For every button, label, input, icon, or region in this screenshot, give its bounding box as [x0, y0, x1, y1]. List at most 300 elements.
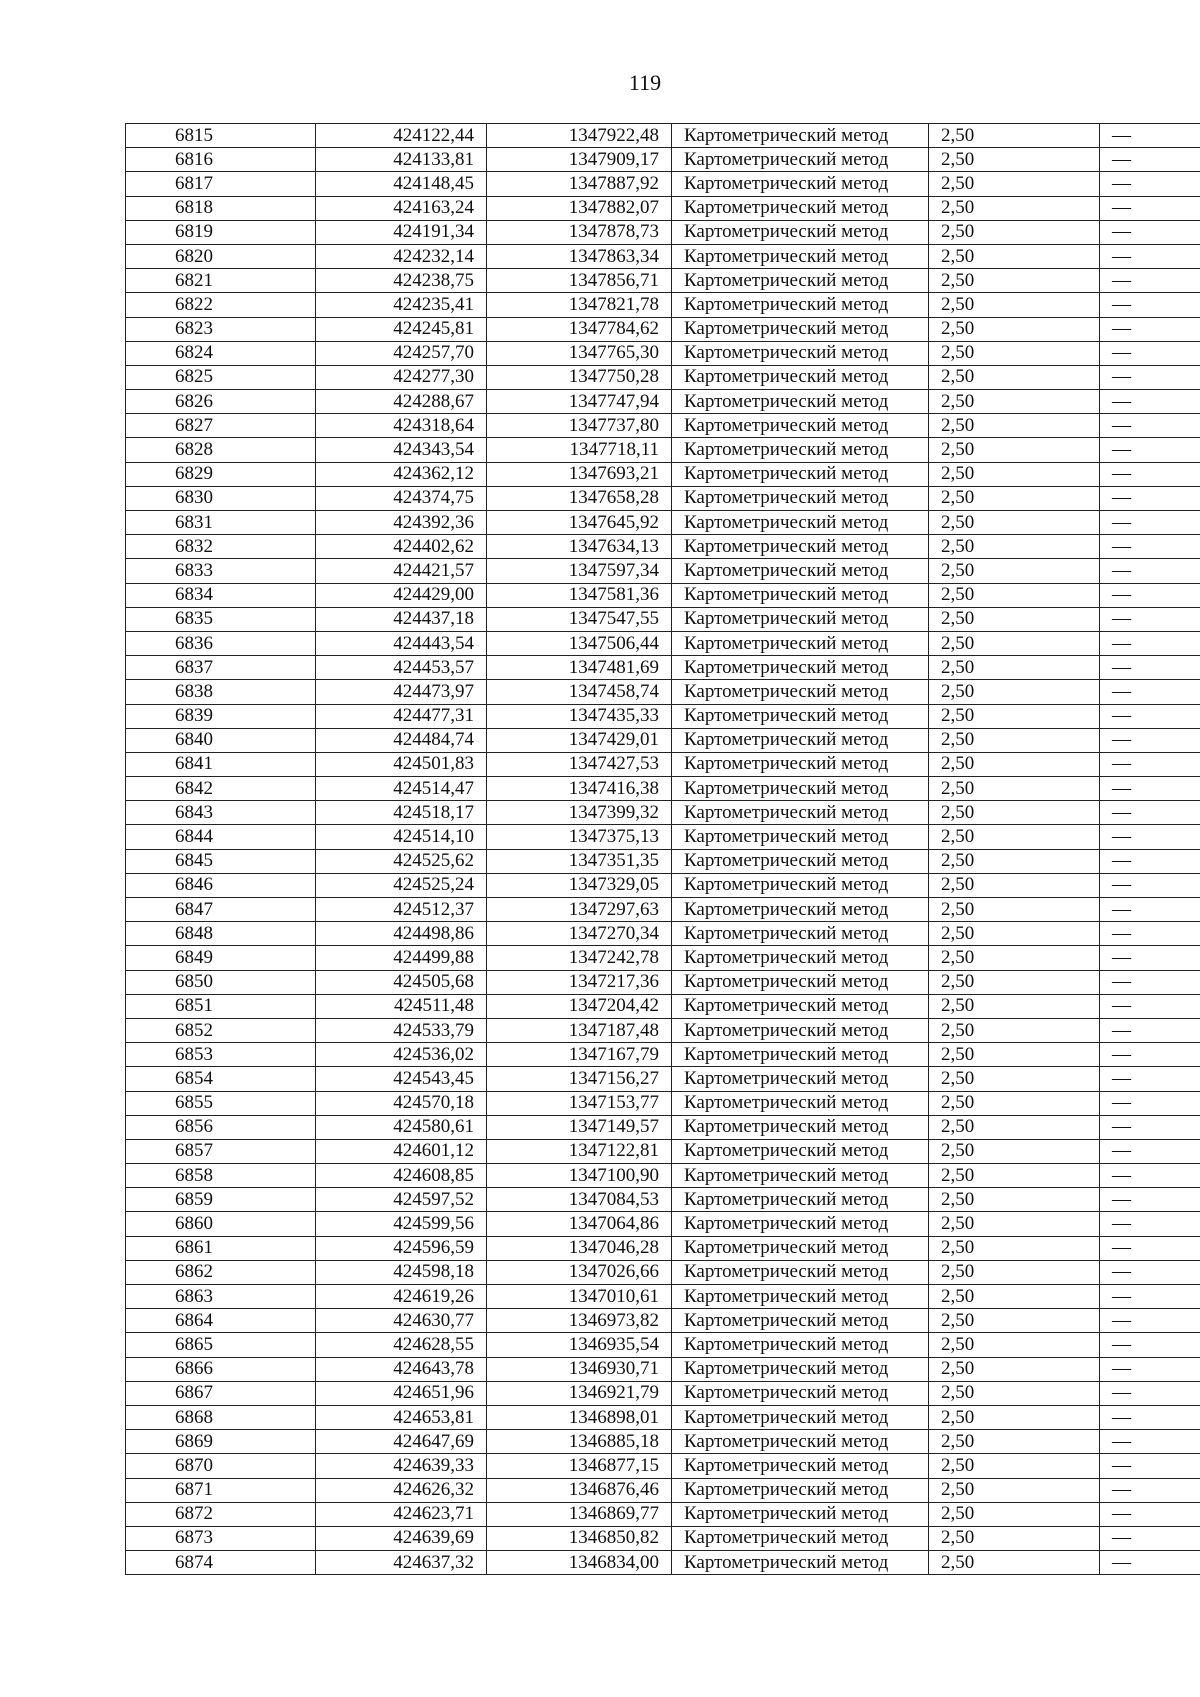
method-cell: Картометрический метод: [672, 777, 929, 801]
table-row: [126, 535, 1200, 559]
description-cell: —: [1100, 1405, 1200, 1429]
accuracy-cell: 2,50: [929, 196, 1100, 220]
table-row: [126, 124, 1200, 148]
x-coordinate-cell: 424235,41: [316, 293, 487, 317]
x-coordinate-cell: 424525,62: [316, 849, 487, 873]
description-cell: —: [1100, 1188, 1200, 1212]
method-cell: Картометрический метод: [672, 1357, 929, 1381]
accuracy-cell: 2,50: [929, 946, 1100, 970]
point-number-cell: 6861: [126, 1236, 316, 1260]
accuracy-cell: 2,50: [929, 873, 1100, 897]
y-coordinate-cell: 1347765,30: [487, 341, 672, 365]
x-coordinate-cell: 424191,34: [316, 220, 487, 244]
description-cell: —: [1100, 849, 1200, 873]
method-cell: Картометрический метод: [672, 148, 929, 172]
y-coordinate-cell: 1347427,53: [487, 752, 672, 776]
accuracy-cell: 2,50: [929, 317, 1100, 341]
y-coordinate-cell: 1347026,66: [487, 1260, 672, 1284]
x-coordinate-cell: 424601,12: [316, 1139, 487, 1163]
method-cell: Картометрический метод: [672, 1454, 929, 1478]
accuracy-cell: 2,50: [929, 752, 1100, 776]
table-row: [126, 946, 1200, 970]
method-cell: Картометрический метод: [672, 728, 929, 752]
table-row: [126, 486, 1200, 510]
x-coordinate-cell: 424148,45: [316, 172, 487, 196]
description-cell: —: [1100, 898, 1200, 922]
table-row: [126, 752, 1200, 776]
method-cell: Картометрический метод: [672, 511, 929, 535]
method-cell: Картометрический метод: [672, 801, 929, 825]
y-coordinate-cell: 1346885,18: [487, 1430, 672, 1454]
table-row: [126, 1357, 1200, 1381]
point-number-cell: 6859: [126, 1188, 316, 1212]
accuracy-cell: 2,50: [929, 728, 1100, 752]
x-coordinate-cell: 424421,57: [316, 559, 487, 583]
method-cell: Картометрический метод: [672, 631, 929, 655]
accuracy-cell: 2,50: [929, 801, 1100, 825]
description-cell: —: [1100, 172, 1200, 196]
accuracy-cell: 2,50: [929, 1018, 1100, 1042]
accuracy-cell: 2,50: [929, 583, 1100, 607]
table-row: [126, 1454, 1200, 1478]
description-cell: —: [1100, 1212, 1200, 1236]
y-coordinate-cell: 1347122,81: [487, 1139, 672, 1163]
table-row: [126, 1164, 1200, 1188]
description-cell: —: [1100, 317, 1200, 341]
description-cell: —: [1100, 704, 1200, 728]
x-coordinate-cell: 424608,85: [316, 1164, 487, 1188]
method-cell: Картометрический метод: [672, 196, 929, 220]
x-coordinate-cell: 424533,79: [316, 1018, 487, 1042]
method-cell: Картометрический метод: [672, 535, 929, 559]
y-coordinate-cell: 1347506,44: [487, 631, 672, 655]
y-coordinate-cell: 1347329,05: [487, 873, 672, 897]
accuracy-cell: 2,50: [929, 341, 1100, 365]
description-cell: —: [1100, 1067, 1200, 1091]
point-number-cell: 6863: [126, 1285, 316, 1309]
description-cell: —: [1100, 946, 1200, 970]
point-number-cell: 6857: [126, 1139, 316, 1163]
point-number-cell: 6823: [126, 317, 316, 341]
x-coordinate-cell: 424511,48: [316, 994, 487, 1018]
accuracy-cell: 2,50: [929, 994, 1100, 1018]
table-row: [126, 1067, 1200, 1091]
table-row: [126, 317, 1200, 341]
point-number-cell: 6832: [126, 535, 316, 559]
accuracy-cell: 2,50: [929, 922, 1100, 946]
x-coordinate-cell: 424598,18: [316, 1260, 487, 1284]
accuracy-cell: 2,50: [929, 1139, 1100, 1163]
y-coordinate-cell: 1347167,79: [487, 1043, 672, 1067]
x-coordinate-cell: 424477,31: [316, 704, 487, 728]
accuracy-cell: 2,50: [929, 244, 1100, 268]
y-coordinate-cell: 1346921,79: [487, 1381, 672, 1405]
y-coordinate-cell: 1347064,86: [487, 1212, 672, 1236]
y-coordinate-cell: 1347399,32: [487, 801, 672, 825]
description-cell: —: [1100, 511, 1200, 535]
description-cell: —: [1100, 414, 1200, 438]
table-row: [126, 365, 1200, 389]
table-row: [126, 1115, 1200, 1139]
point-number-cell: 6834: [126, 583, 316, 607]
y-coordinate-cell: 1347581,36: [487, 583, 672, 607]
y-coordinate-cell: 1347458,74: [487, 680, 672, 704]
table-row: [126, 1502, 1200, 1526]
method-cell: Картометрический метод: [672, 390, 929, 414]
point-number-cell: 6817: [126, 172, 316, 196]
description-cell: —: [1100, 438, 1200, 462]
x-coordinate-cell: 424122,44: [316, 124, 487, 148]
point-number-cell: 6822: [126, 293, 316, 317]
y-coordinate-cell: 1346935,54: [487, 1333, 672, 1357]
description-cell: —: [1100, 728, 1200, 752]
description-cell: —: [1100, 1526, 1200, 1550]
y-coordinate-cell: 1347187,48: [487, 1018, 672, 1042]
accuracy-cell: 2,50: [929, 680, 1100, 704]
y-coordinate-cell: 1347747,94: [487, 390, 672, 414]
description-cell: —: [1100, 873, 1200, 897]
x-coordinate-cell: 424238,75: [316, 269, 487, 293]
table-row: [126, 1043, 1200, 1067]
description-cell: —: [1100, 825, 1200, 849]
table-row: [126, 244, 1200, 268]
y-coordinate-cell: 1347909,17: [487, 148, 672, 172]
x-coordinate-cell: 424512,37: [316, 898, 487, 922]
accuracy-cell: 2,50: [929, 172, 1100, 196]
table-row: [126, 656, 1200, 680]
x-coordinate-cell: 424647,69: [316, 1430, 487, 1454]
table-row: [126, 970, 1200, 994]
table-row: [126, 849, 1200, 873]
table-row: [126, 583, 1200, 607]
description-cell: —: [1100, 462, 1200, 486]
method-cell: Картометрический метод: [672, 559, 929, 583]
method-cell: Картометрический метод: [672, 172, 929, 196]
method-cell: Картометрический метод: [672, 1236, 929, 1260]
description-cell: —: [1100, 1260, 1200, 1284]
point-number-cell: 6815: [126, 124, 316, 148]
method-cell: Картометрический метод: [672, 1526, 929, 1550]
y-coordinate-cell: 1347878,73: [487, 220, 672, 244]
point-number-cell: 6868: [126, 1405, 316, 1429]
point-number-cell: 6842: [126, 777, 316, 801]
point-number-cell: 6843: [126, 801, 316, 825]
y-coordinate-cell: 1347856,71: [487, 269, 672, 293]
accuracy-cell: 2,50: [929, 825, 1100, 849]
description-cell: —: [1100, 970, 1200, 994]
method-cell: Картометрический метод: [672, 438, 929, 462]
table-row: [126, 1139, 1200, 1163]
table-row: [126, 511, 1200, 535]
method-cell: Картометрический метод: [672, 341, 929, 365]
description-cell: —: [1100, 1115, 1200, 1139]
description-cell: —: [1100, 1043, 1200, 1067]
table-row: [126, 1285, 1200, 1309]
point-number-cell: 6855: [126, 1091, 316, 1115]
description-cell: —: [1100, 1381, 1200, 1405]
description-cell: —: [1100, 196, 1200, 220]
point-number-cell: 6850: [126, 970, 316, 994]
method-cell: Картометрический метод: [672, 752, 929, 776]
method-cell: Картометрический метод: [672, 1551, 929, 1575]
y-coordinate-cell: 1347658,28: [487, 486, 672, 510]
table-row: [126, 607, 1200, 631]
table-row: [126, 825, 1200, 849]
description-cell: —: [1100, 607, 1200, 631]
point-number-cell: 6858: [126, 1164, 316, 1188]
method-cell: Картометрический метод: [672, 462, 929, 486]
point-number-cell: 6833: [126, 559, 316, 583]
description-cell: —: [1100, 1018, 1200, 1042]
description-cell: —: [1100, 220, 1200, 244]
y-coordinate-cell: 1347882,07: [487, 196, 672, 220]
accuracy-cell: 2,50: [929, 1551, 1100, 1575]
point-number-cell: 6873: [126, 1526, 316, 1550]
point-number-cell: 6830: [126, 486, 316, 510]
y-coordinate-cell: 1347634,13: [487, 535, 672, 559]
y-coordinate-cell: 1347645,92: [487, 511, 672, 535]
accuracy-cell: 2,50: [929, 124, 1100, 148]
x-coordinate-cell: 424133,81: [316, 148, 487, 172]
y-coordinate-cell: 1347922,48: [487, 124, 672, 148]
method-cell: Картометрический метод: [672, 1260, 929, 1284]
y-coordinate-cell: 1346973,82: [487, 1309, 672, 1333]
point-number-cell: 6844: [126, 825, 316, 849]
x-coordinate-cell: 424499,88: [316, 946, 487, 970]
point-number-cell: 6856: [126, 1115, 316, 1139]
x-coordinate-cell: 424402,62: [316, 535, 487, 559]
method-cell: Картометрический метод: [672, 656, 929, 680]
description-cell: —: [1100, 631, 1200, 655]
y-coordinate-cell: 1347416,38: [487, 777, 672, 801]
point-number-cell: 6839: [126, 704, 316, 728]
y-coordinate-cell: 1347863,34: [487, 244, 672, 268]
description-cell: —: [1100, 1502, 1200, 1526]
method-cell: Картометрический метод: [672, 1478, 929, 1502]
accuracy-cell: 2,50: [929, 898, 1100, 922]
x-coordinate-cell: 424570,18: [316, 1091, 487, 1115]
accuracy-cell: 2,50: [929, 1260, 1100, 1284]
y-coordinate-cell: 1347784,62: [487, 317, 672, 341]
x-coordinate-cell: 424653,81: [316, 1405, 487, 1429]
point-number-cell: 6867: [126, 1381, 316, 1405]
x-coordinate-cell: 424473,97: [316, 680, 487, 704]
x-coordinate-cell: 424501,83: [316, 752, 487, 776]
y-coordinate-cell: 1347217,36: [487, 970, 672, 994]
point-number-cell: 6816: [126, 148, 316, 172]
table-row: [126, 462, 1200, 486]
table-row: [126, 728, 1200, 752]
point-number-cell: 6827: [126, 414, 316, 438]
method-cell: Картометрический метод: [672, 704, 929, 728]
method-cell: Картометрический метод: [672, 1164, 929, 1188]
x-coordinate-cell: 424288,67: [316, 390, 487, 414]
x-coordinate-cell: 424626,32: [316, 1478, 487, 1502]
y-coordinate-cell: 1347718,11: [487, 438, 672, 462]
point-number-cell: 6838: [126, 680, 316, 704]
table-row: [126, 777, 1200, 801]
method-cell: Картометрический метод: [672, 898, 929, 922]
x-coordinate-cell: 424628,55: [316, 1333, 487, 1357]
y-coordinate-cell: 1347153,77: [487, 1091, 672, 1115]
table-row: [126, 1212, 1200, 1236]
accuracy-cell: 2,50: [929, 1526, 1100, 1550]
table-row: [126, 1478, 1200, 1502]
point-number-cell: 6825: [126, 365, 316, 389]
accuracy-cell: 2,50: [929, 486, 1100, 510]
table-row: [126, 1430, 1200, 1454]
point-number-cell: 6853: [126, 1043, 316, 1067]
x-coordinate-cell: 424525,24: [316, 873, 487, 897]
method-cell: Картометрический метод: [672, 583, 929, 607]
point-number-cell: 6871: [126, 1478, 316, 1502]
point-number-cell: 6860: [126, 1212, 316, 1236]
x-coordinate-cell: 424637,32: [316, 1551, 487, 1575]
x-coordinate-cell: 424643,78: [316, 1357, 487, 1381]
x-coordinate-cell: 424484,74: [316, 728, 487, 752]
table-row: [126, 631, 1200, 655]
description-cell: —: [1100, 535, 1200, 559]
table-row: [126, 293, 1200, 317]
x-coordinate-cell: 424245,81: [316, 317, 487, 341]
accuracy-cell: 2,50: [929, 293, 1100, 317]
accuracy-cell: 2,50: [929, 148, 1100, 172]
y-coordinate-cell: 1347010,61: [487, 1285, 672, 1309]
accuracy-cell: 2,50: [929, 269, 1100, 293]
x-coordinate-cell: 424343,54: [316, 438, 487, 462]
method-cell: Картометрический метод: [672, 317, 929, 341]
point-number-cell: 6826: [126, 390, 316, 414]
y-coordinate-cell: 1347547,55: [487, 607, 672, 631]
accuracy-cell: 2,50: [929, 390, 1100, 414]
description-cell: —: [1100, 244, 1200, 268]
point-number-cell: 6865: [126, 1333, 316, 1357]
point-number-cell: 6869: [126, 1430, 316, 1454]
method-cell: Картометрический метод: [672, 607, 929, 631]
x-coordinate-cell: 424257,70: [316, 341, 487, 365]
y-coordinate-cell: 1347887,92: [487, 172, 672, 196]
method-cell: Картометрический метод: [672, 1333, 929, 1357]
y-coordinate-cell: 1347046,28: [487, 1236, 672, 1260]
method-cell: Картометрический метод: [672, 825, 929, 849]
table-row: [126, 1236, 1200, 1260]
table-row: [126, 1526, 1200, 1550]
method-cell: Картометрический метод: [672, 1381, 929, 1405]
accuracy-cell: 2,50: [929, 535, 1100, 559]
accuracy-cell: 2,50: [929, 1478, 1100, 1502]
coordinates-table: [125, 123, 1200, 1575]
point-number-cell: 6849: [126, 946, 316, 970]
description-cell: —: [1100, 1430, 1200, 1454]
y-coordinate-cell: 1346930,71: [487, 1357, 672, 1381]
description-cell: —: [1100, 1454, 1200, 1478]
method-cell: Картометрический метод: [672, 1139, 929, 1163]
y-coordinate-cell: 1347597,34: [487, 559, 672, 583]
accuracy-cell: 2,50: [929, 462, 1100, 486]
description-cell: —: [1100, 365, 1200, 389]
method-cell: Картометрический метод: [672, 244, 929, 268]
method-cell: Картометрический метод: [672, 946, 929, 970]
page-number: 119: [628, 70, 662, 95]
description-cell: —: [1100, 1333, 1200, 1357]
accuracy-cell: 2,50: [929, 1212, 1100, 1236]
table-row: [126, 196, 1200, 220]
x-coordinate-cell: 424443,54: [316, 631, 487, 655]
y-coordinate-cell: 1347100,90: [487, 1164, 672, 1188]
method-cell: Картометрический метод: [672, 414, 929, 438]
method-cell: Картометрический метод: [672, 293, 929, 317]
x-coordinate-cell: 424498,86: [316, 922, 487, 946]
point-number-cell: 6819: [126, 220, 316, 244]
point-number-cell: 6831: [126, 511, 316, 535]
x-coordinate-cell: 424362,12: [316, 462, 487, 486]
accuracy-cell: 2,50: [929, 414, 1100, 438]
point-number-cell: 6845: [126, 849, 316, 873]
method-cell: Картометрический метод: [672, 220, 929, 244]
x-coordinate-cell: 424505,68: [316, 970, 487, 994]
y-coordinate-cell: 1347481,69: [487, 656, 672, 680]
method-cell: Картометрический метод: [672, 1309, 929, 1333]
accuracy-cell: 2,50: [929, 1091, 1100, 1115]
point-number-cell: 6848: [126, 922, 316, 946]
y-coordinate-cell: 1346898,01: [487, 1405, 672, 1429]
table-row: [126, 1018, 1200, 1042]
accuracy-cell: 2,50: [929, 438, 1100, 462]
y-coordinate-cell: 1347435,33: [487, 704, 672, 728]
y-coordinate-cell: 1347270,34: [487, 922, 672, 946]
point-number-cell: 6824: [126, 341, 316, 365]
table-row: [126, 559, 1200, 583]
point-number-cell: 6852: [126, 1018, 316, 1042]
table-body: [126, 124, 1200, 1575]
description-cell: —: [1100, 124, 1200, 148]
point-number-cell: 6846: [126, 873, 316, 897]
y-coordinate-cell: 1346869,77: [487, 1502, 672, 1526]
point-number-cell: 6828: [126, 438, 316, 462]
accuracy-cell: 2,50: [929, 1285, 1100, 1309]
table-row: [126, 1309, 1200, 1333]
x-coordinate-cell: 424639,33: [316, 1454, 487, 1478]
x-coordinate-cell: 424623,71: [316, 1502, 487, 1526]
y-coordinate-cell: 1347156,27: [487, 1067, 672, 1091]
accuracy-cell: 2,50: [929, 970, 1100, 994]
table-row: [126, 269, 1200, 293]
description-cell: —: [1100, 1357, 1200, 1381]
description-cell: —: [1100, 994, 1200, 1018]
y-coordinate-cell: 1346850,82: [487, 1526, 672, 1550]
x-coordinate-cell: 424630,77: [316, 1309, 487, 1333]
point-number-cell: 6818: [126, 196, 316, 220]
description-cell: —: [1100, 801, 1200, 825]
table-row: [126, 390, 1200, 414]
table-row: [126, 148, 1200, 172]
method-cell: Картометрический метод: [672, 486, 929, 510]
y-coordinate-cell: 1346834,00: [487, 1551, 672, 1575]
table-row: [126, 704, 1200, 728]
accuracy-cell: 2,50: [929, 1067, 1100, 1091]
point-number-cell: 6847: [126, 898, 316, 922]
x-coordinate-cell: 424518,17: [316, 801, 487, 825]
x-coordinate-cell: 424374,75: [316, 486, 487, 510]
method-cell: Картометрический метод: [672, 1188, 929, 1212]
x-coordinate-cell: 424580,61: [316, 1115, 487, 1139]
description-cell: —: [1100, 1164, 1200, 1188]
point-number-cell: 6835: [126, 607, 316, 631]
description-cell: —: [1100, 752, 1200, 776]
accuracy-cell: 2,50: [929, 1164, 1100, 1188]
y-coordinate-cell: 1347351,35: [487, 849, 672, 873]
table-row: [126, 1405, 1200, 1429]
